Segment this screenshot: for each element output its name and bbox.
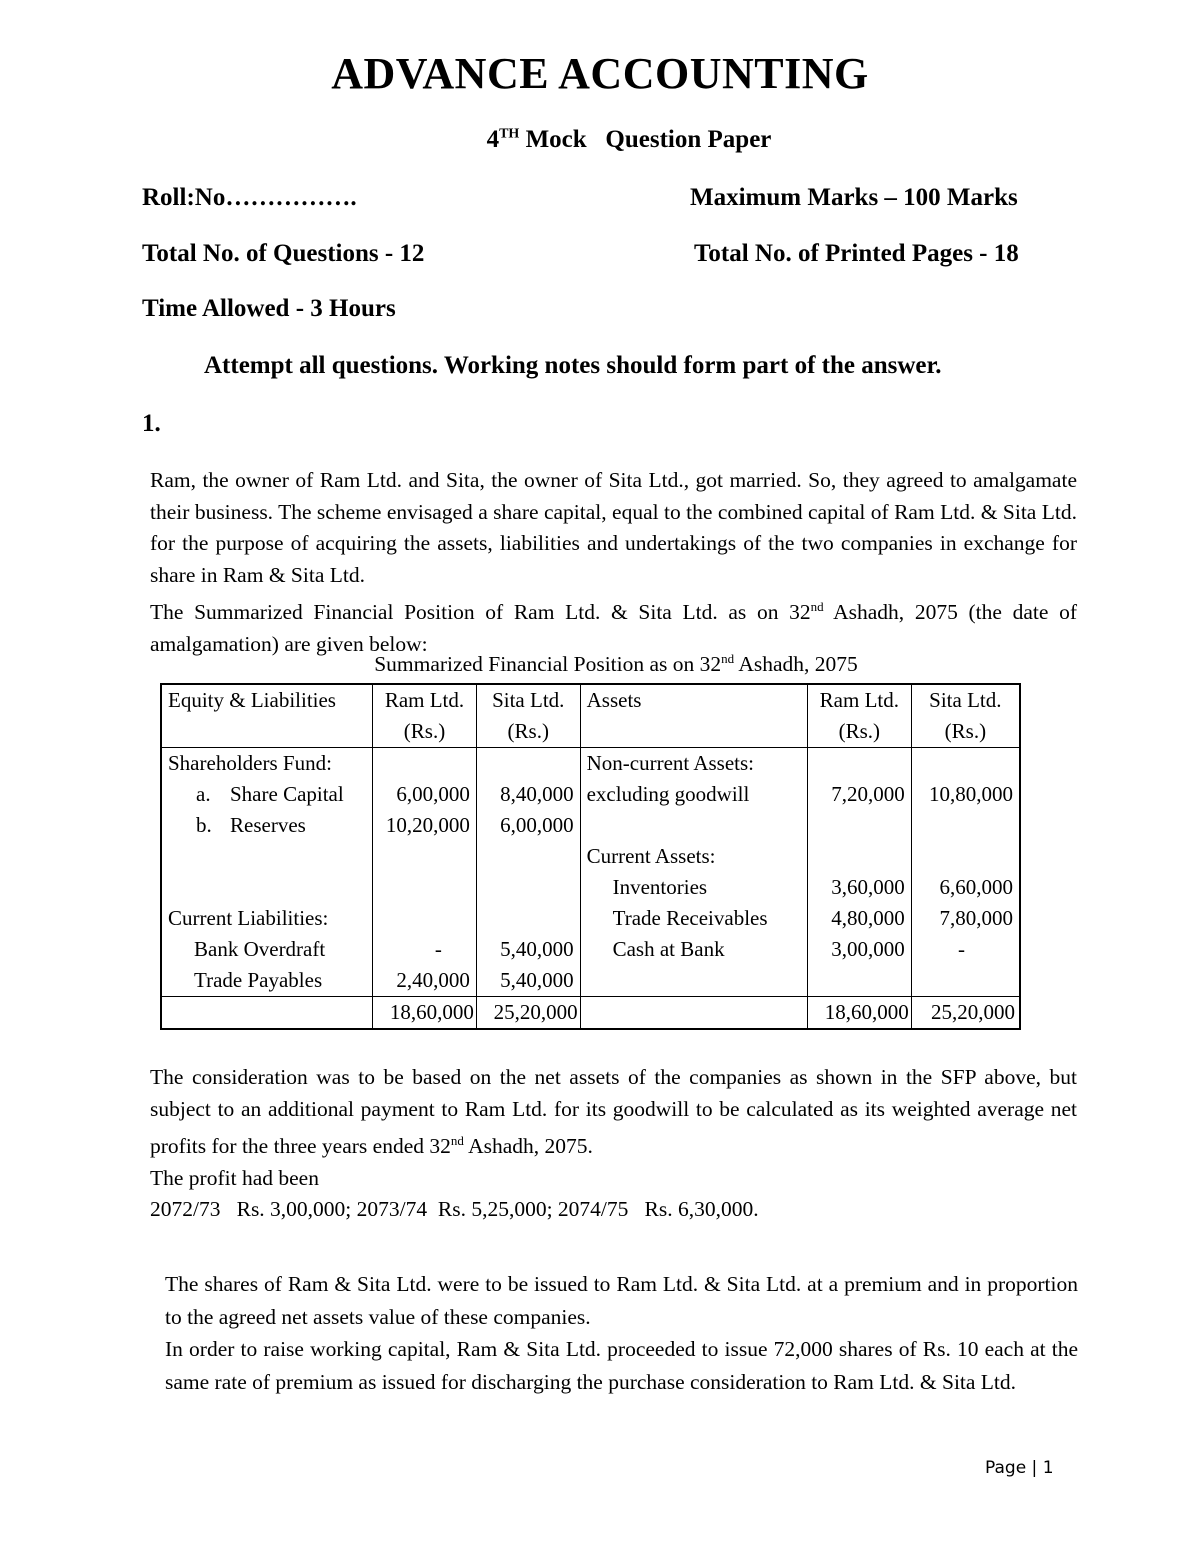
cash-at-bank-label: Cash at Bank	[612, 937, 725, 961]
date-suffix: nd	[810, 599, 824, 614]
share-capital-label	[168, 779, 366, 810]
trade-receivables-ram: 4,80,000	[831, 906, 905, 930]
roll-number: Roll:No…………….	[142, 184, 357, 211]
working-capital-paragraph: In order to raise working capital, Ram & Sita Ltd. proceeded to issue 72,000 shares of Rs. 10 each at the same rate of premium as issued for discharging the purchase consideration to Ram Ltd. & Sita Ltd.	[165, 1337, 1078, 1394]
mock-label: Mock Question Paper	[519, 126, 772, 153]
item-mark-a: a.	[196, 782, 211, 806]
total-empty-cell-assets	[580, 997, 807, 1030]
header-sita-label: Sita Ltd.	[492, 688, 565, 712]
trade-payables-label: Trade Payables	[194, 968, 323, 992]
sita-liabilities-values	[476, 748, 580, 997]
header-rs: (Rs.)	[838, 719, 881, 743]
sfp-intro-text: The Summarized Financial Position of Ram Ltd. & Sita Ltd. as on 32	[150, 600, 811, 625]
sfp-intro-paragraph	[150, 591, 1077, 660]
header-ram-ltd	[373, 684, 477, 748]
cash-at-bank-ram: 3,00,000	[831, 937, 905, 961]
consideration-section	[150, 1062, 1077, 1226]
consideration-paragraph	[150, 1062, 1077, 1163]
share-capital-sita: 8,40,000	[500, 782, 574, 806]
header-ram-label: Ram Ltd.	[384, 688, 465, 712]
reserves-sita: 6,00,000	[500, 813, 574, 837]
intro-section	[150, 465, 1077, 660]
total-empty-cell	[161, 997, 373, 1030]
reserves-text: Reserves	[230, 813, 306, 837]
shares-paragraph: The shares of Ram & Sita Ltd. were to be issued to Ram Ltd. & Sita Ltd. at a premium and in proportion to the agreed net assets value of these companies.	[165, 1272, 1078, 1329]
current-assets-label: Current Assets:	[586, 844, 716, 868]
trade-receivables-sita: 7,80,000	[939, 906, 1013, 930]
header-assets-label: Assets	[586, 688, 642, 712]
ram-liabilities-values	[373, 748, 477, 997]
table-header-row	[161, 684, 1020, 748]
question-number: 1.	[142, 410, 161, 437]
table-total-row	[161, 997, 1020, 1030]
consideration-date-suffix: nd	[450, 1133, 464, 1148]
share-capital-text: Share Capital	[230, 782, 344, 806]
total-questions: Total No. of Questions - 12	[142, 240, 425, 267]
sfp-intro-text-end: Ashadh, 2075 (the date of amalgamation) are given below:	[150, 600, 1077, 656]
header-ram2-label: Ram Ltd.	[819, 688, 899, 712]
caption-text-end: Ashadh, 2075	[734, 652, 858, 677]
sita-assets-values	[911, 748, 1020, 997]
item-mark-b: b.	[196, 813, 212, 837]
header-sita2-label: Sita Ltd.	[929, 688, 1002, 712]
instruction: Attempt all questions. Working notes should form part of the answer.	[204, 352, 942, 379]
inventories-sita: 6,60,000	[939, 875, 1013, 899]
profit-figures: 2072/73 Rs. 3,00,000; 2073/74 Rs. 5,25,000; 2074/75 Rs. 6,30,000.	[150, 1197, 759, 1222]
document-title: ADVANCE ACCOUNTING	[331, 49, 869, 98]
header-equity-liabilities	[161, 684, 373, 748]
mock-number: 4	[486, 126, 500, 153]
caption-suffix: nd	[721, 651, 735, 666]
header-sita-ltd-assets	[911, 684, 1020, 748]
header-assets	[580, 684, 807, 748]
reserves-label	[168, 810, 366, 841]
trade-receivables-label: Trade Receivables	[612, 906, 768, 930]
inventories-label: Inventories	[612, 875, 708, 899]
intro-paragraph: Ram, the owner of Ram Ltd. and Sita, the owner of Sita Ltd., got married. So, they agreed to amalgamate their business. The scheme envisaged a share capital, equal to the combined capital of Ram Ltd. & Sita Ltd. for the purpose of acquiring the assets, liabilities and undertakings of the two companies in exchange for share in Ram & Sita Ltd.	[150, 468, 1077, 587]
financial-position-table	[160, 683, 1021, 1030]
table-body-row	[161, 748, 1020, 997]
paper-subtitle	[0, 126, 1200, 154]
maximum-marks: Maximum Marks – 100 Marks	[690, 184, 1018, 211]
header-equity-label: Equity & Liabilities	[168, 688, 336, 712]
header-rs: (Rs.)	[403, 719, 446, 743]
total-printed-pages: Total No. of Printed Pages - 18	[694, 240, 1019, 267]
shareholders-fund-label: Shareholders Fund:	[168, 751, 332, 775]
trade-payables-ram: 2,40,000	[396, 968, 470, 992]
table-caption	[0, 651, 1200, 677]
excl-goodwill-ram: 7,20,000	[831, 782, 905, 806]
caption-text: Summarized Financial Position as on 32	[374, 652, 722, 677]
assets-column	[580, 748, 807, 997]
inventories-ram: 3,60,000	[831, 875, 905, 899]
header-rs: (Rs.)	[507, 719, 549, 743]
bank-overdraft-label: Bank Overdraft	[194, 937, 326, 961]
consideration-text-end: Ashadh, 2075.	[463, 1134, 593, 1159]
ram-assets-values	[807, 748, 911, 997]
total-assets-ram: 18,60,000	[807, 997, 911, 1030]
mock-number-suffix: TH	[499, 126, 520, 142]
page-number: Page | 1	[985, 1458, 1054, 1478]
non-current-assets-label: Non-current Assets:	[586, 751, 754, 775]
reserves-ram: 10,20,000	[385, 813, 470, 837]
header-sita-ltd	[476, 684, 580, 748]
time-allowed: Time Allowed - 3 Hours	[142, 295, 396, 322]
total-liabilities-sita: 25,20,000	[476, 997, 580, 1030]
liabilities-column	[161, 748, 373, 997]
excl-goodwill-sita: 10,80,000	[929, 782, 1013, 806]
bank-overdraft-sita: 5,40,000	[500, 937, 574, 961]
header-rs: (Rs.)	[944, 719, 987, 743]
total-liabilities-ram: 18,60,000	[373, 997, 477, 1030]
total-assets-sita: 25,20,000	[911, 997, 1020, 1030]
cash-at-bank-sita: -	[958, 937, 965, 961]
header-ram-ltd-assets	[807, 684, 911, 748]
shares-section	[165, 1268, 1078, 1398]
share-capital-ram: 6,00,000	[396, 782, 470, 806]
current-liabilities-label: Current Liabilities:	[168, 906, 329, 930]
consideration-text: The consideration was to be based on the net assets of the companies as shown in the SFP above, but subject to an additional payment to Ram Ltd. for its goodwill to be calculated as its weighted average net profits for the three years ended 32	[150, 1065, 1077, 1159]
excluding-goodwill-label: excluding goodwill	[586, 782, 750, 806]
bank-overdraft-ram: -	[434, 937, 442, 961]
trade-payables-sita: 5,40,000	[500, 968, 574, 992]
profit-line: The profit had been	[150, 1165, 319, 1190]
